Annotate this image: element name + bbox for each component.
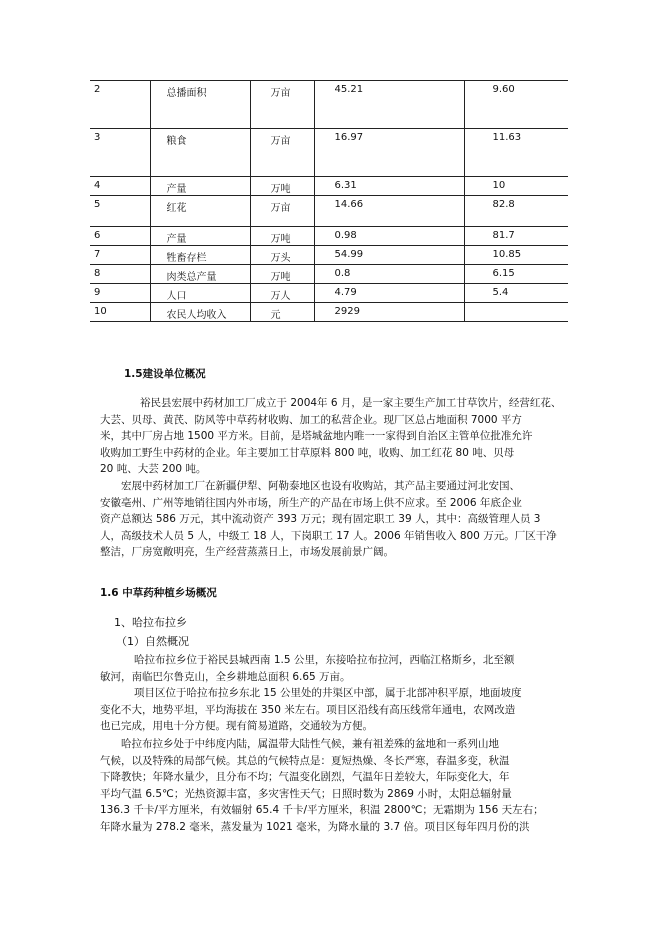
table-cell-no: 2 — [90, 81, 150, 129]
table-cell-unit: 万吨 — [250, 265, 314, 284]
table-cell-v2: 5.4 — [464, 284, 568, 303]
subsection-1-title: 1、哈拉布拉乡 — [114, 616, 187, 629]
text-line: 安徽亳州、广州等地销往国内外市场，所生产的产品在市场上供不应求。至 2006 年底企业 — [100, 496, 522, 509]
text-line: 项目区位于哈拉布拉乡东北 15 公里处的井渠区中部，属于北部冲积平原，地面坡度 — [134, 687, 522, 699]
table-cell-v2: 11.63 — [464, 129, 568, 177]
table-cell-unit: 万亩 — [250, 81, 314, 129]
table-cell-no: 8 — [90, 265, 150, 284]
section-1-5-title: 1.5建设单位概况 — [124, 368, 206, 380]
table-cell-v2 — [464, 303, 568, 322]
section-1-6-paragraph-3 — [100, 736, 544, 835]
table-cell-no: 3 — [90, 129, 150, 177]
table-cell-item: 肉类总产量 — [150, 265, 250, 284]
section-1-6-paragraph-2 — [100, 685, 522, 735]
text-line: 气候，以及特殊的局部气候。其总的气候特点是：夏短热燥、冬长严寒，春温多变，秋温 — [100, 754, 510, 767]
table-cell-v2: 10 — [464, 177, 568, 196]
text-line: 整洁，厂房宽敞明亮，生产经营蒸蒸日上，市场发展前景广阔。 — [100, 546, 394, 558]
table-cell-unit: 万人 — [250, 284, 314, 303]
text-line: 哈拉布拉乡处于中纬度内陆，属温带大陆性气候，兼有祖差殊的盆地和一系列山地 — [121, 738, 499, 750]
text-line: 下降教快；年降水量少，且分布不均；气温变化剧烈，气温年日差较大，年际变化大，年 — [100, 771, 510, 783]
section-1-5-paragraph-1 — [100, 395, 561, 478]
table-cell-v1: 6.31 — [314, 177, 464, 196]
table-cell-item: 牲畜存栏 — [150, 246, 250, 265]
table-cell-v1: 16.97 — [314, 129, 464, 177]
table-cell-v2: 81.7 — [464, 227, 568, 246]
text-line: 136.3 千卡/平方厘米，有效辐射 65.4 千卡/平方厘米，积温 2800℃；无霜期为 156 天左右； — [100, 804, 544, 816]
table-cell-no: 7 — [90, 246, 150, 265]
table-cell-v1: 14.66 — [314, 196, 464, 227]
statistics-table — [90, 80, 568, 322]
section-1-5-paragraph-2 — [100, 478, 557, 561]
table-cell-unit: 万头 — [250, 246, 314, 265]
table-cell-unit: 万亩 — [250, 129, 314, 177]
table-cell-unit: 元 — [250, 303, 314, 322]
table-row — [90, 246, 568, 265]
table-row — [90, 284, 568, 303]
table-cell-unit: 万吨 — [250, 227, 314, 246]
table-cell-item: 产量 — [150, 177, 250, 196]
table-cell-v2: 82.8 — [464, 196, 568, 227]
table-cell-v2: 6.15 — [464, 265, 568, 284]
table-cell-v1: 4.79 — [314, 284, 464, 303]
table-cell-no: 10 — [90, 303, 150, 322]
text-line: 裕民县宏展中药材加工厂成立于 2004年 6 月，是一家主要生产加工甘草饮片，经营红花、 — [140, 397, 562, 409]
table-cell-unit: 万吨 — [250, 177, 314, 196]
text-line: 宏展中药材加工厂在新疆伊犁、阿勒泰地区也设有收购站，其产品主要通过河北安国、 — [121, 480, 520, 492]
table-row — [90, 129, 568, 177]
table-cell-item: 人口 — [150, 284, 250, 303]
text-line: 人，高级技术人员 5 人，中级工 18 人，下岗职工 17 人。2006 年销售收入 800 万元。厂区干净 — [100, 529, 557, 542]
table-row — [90, 177, 568, 196]
text-line: 变化不大，地势平坦，平均海拔在 350 米左右。项目区沿线有高压线常年通电，农网改造 — [100, 703, 516, 716]
text-line: 哈拉布拉乡位于裕民县城西南 1.5 公里，东接哈拉布拉河，西临江格斯乡，北至额 — [134, 654, 515, 666]
section-1-6-title: 1.6 中草药种植乡场概况 — [100, 587, 217, 599]
table-cell-v1: 0.98 — [314, 227, 464, 246]
table-cell-no: 6 — [90, 227, 150, 246]
table-cell-no: 9 — [90, 284, 150, 303]
subsection-natural-overview-title: （1）自然概况 — [116, 635, 189, 648]
table-row — [90, 81, 568, 129]
table-cell-item: 产量 — [150, 227, 250, 246]
section-1-6-paragraph-1 — [100, 652, 514, 685]
table-cell-item: 农民人均收入 — [150, 303, 250, 322]
table-row — [90, 265, 568, 284]
text-line: 20 吨、大芸 200 吨。 — [100, 463, 207, 475]
table-cell-v1: 0.8 — [314, 265, 464, 284]
table-cell-no: 4 — [90, 177, 150, 196]
table-row — [90, 227, 568, 246]
text-line: 敏河，南临巴尔鲁克山，全乡耕地总面积 6.65 万亩。 — [100, 670, 351, 683]
table-cell-item: 总播面积 — [150, 81, 250, 129]
text-line: 米，其中厂房占地 1500 平方米。目前，是塔城盆地内唯一一家得到自治区主管单位批准允许 — [100, 430, 533, 442]
text-line: 年降水量为 278.2 毫米，蒸发量为 1021 毫米，为降水量的 3.7 倍。项目区每年四月份的洪 — [100, 820, 530, 833]
text-line: 资产总额达 586 万元，其中流动资产 393 万元；现有固定职工 39 人，其中：高级管理人员 3 — [100, 513, 541, 525]
text-line: 平均气温 6.5℃；光热资源丰富，多灾害性天气；日照时数为 2869 小时，太阳总辐射量 — [100, 787, 512, 800]
table-cell-item: 红花 — [150, 196, 250, 227]
table-cell-v1: 45.21 — [314, 81, 464, 129]
text-line: 也已完成，用电十分方便。现有简易道路，交通较为方便。 — [100, 720, 373, 732]
table-cell-v1: 54.99 — [314, 246, 464, 265]
table-cell-v2: 9.60 — [464, 81, 568, 129]
statistics-table-body — [90, 81, 568, 322]
table-row — [90, 196, 568, 227]
text-line: 收购加工野生中药材的企业。年主要加工甘草原料 800 吨，收购、加工红花 80 吨、贝母 — [100, 446, 515, 459]
table-cell-unit: 万亩 — [250, 196, 314, 227]
table-cell-v2: 10.85 — [464, 246, 568, 265]
text-line: 大芸、贝母、黄芪、防风等中草药材收购、加工的私营企业。现厂区总占地面积 7000 平方 — [100, 413, 522, 426]
table-cell-item: 粮食 — [150, 129, 250, 177]
table-cell-no: 5 — [90, 196, 150, 227]
table-row — [90, 303, 568, 322]
table-cell-v1: 2929 — [314, 303, 464, 322]
